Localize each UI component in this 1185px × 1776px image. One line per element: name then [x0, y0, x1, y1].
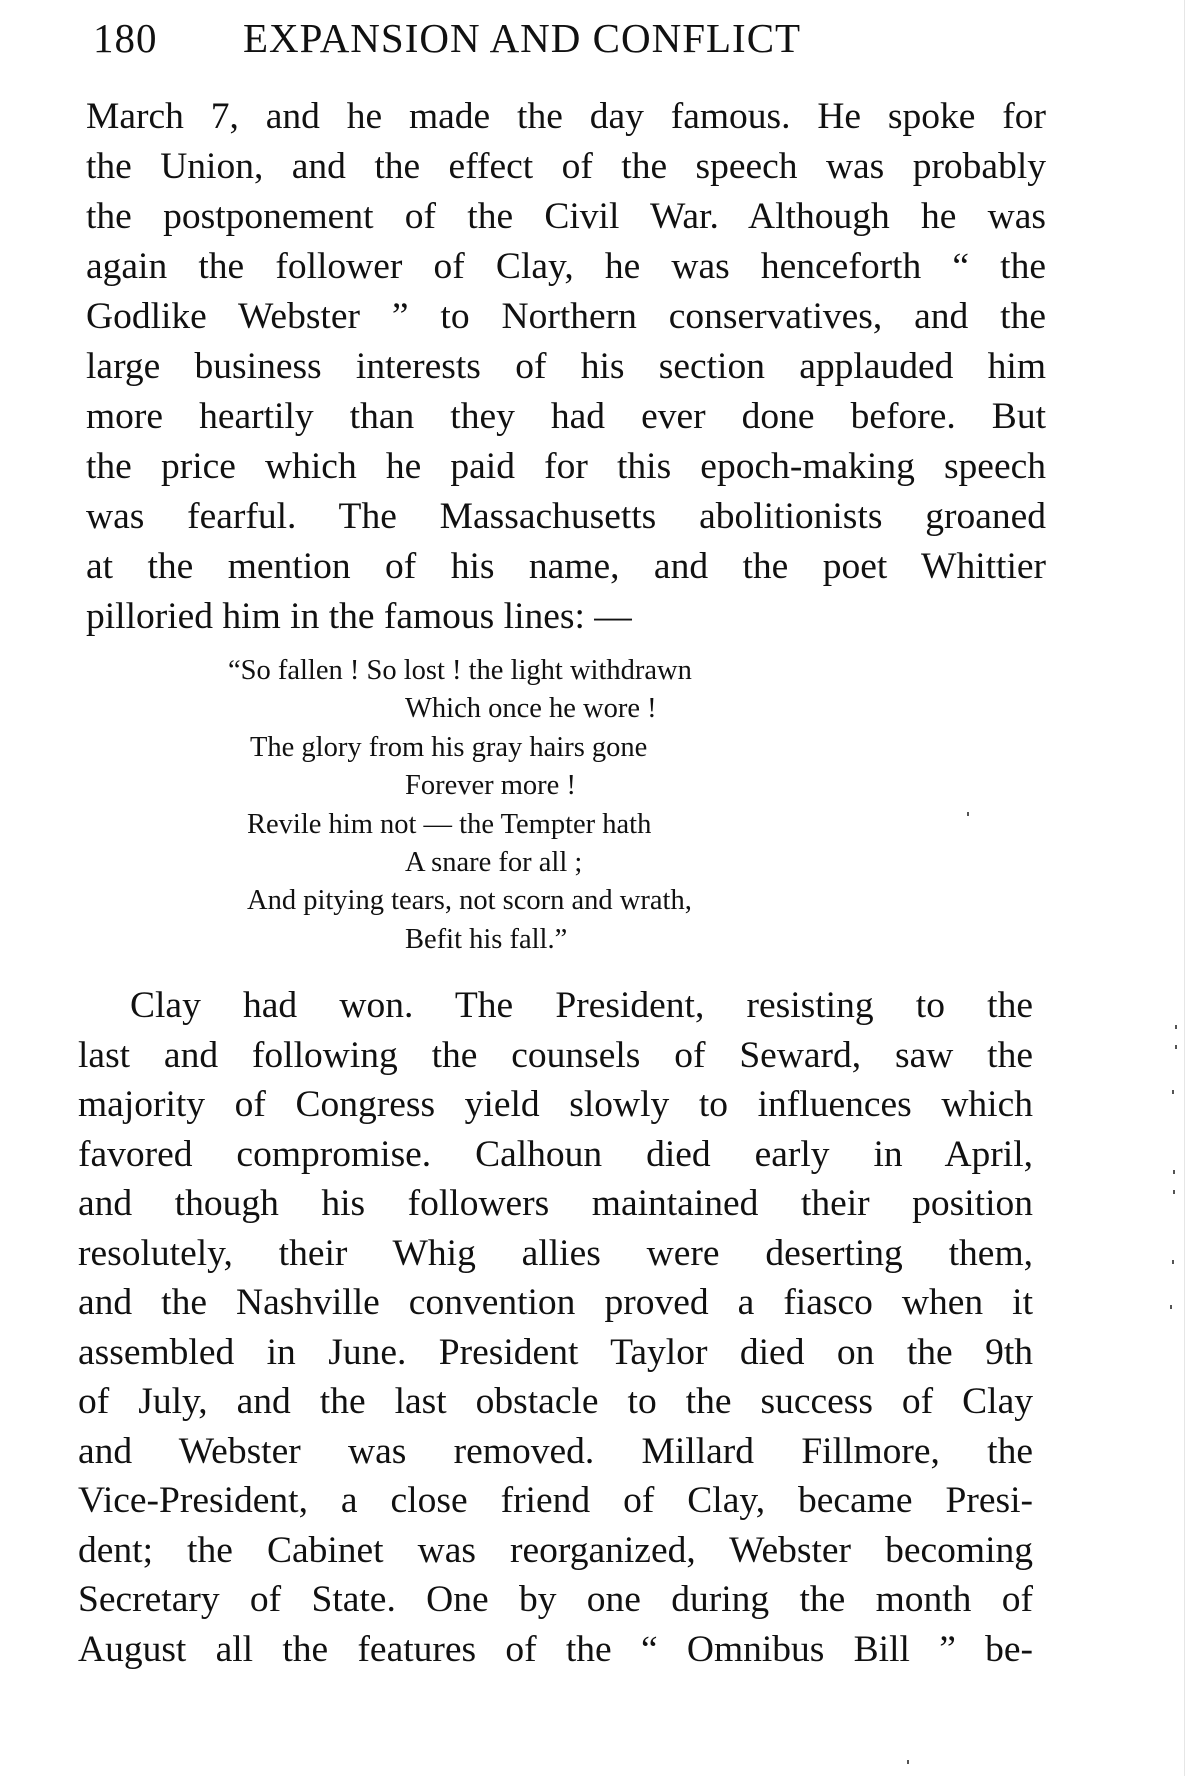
text-line: Secretary of State. One by one during the month of	[78, 1579, 1033, 1620]
poem-verse: Forever more !	[405, 770, 576, 802]
text-line: majority of Congress yield slowly to influences which	[78, 1084, 1033, 1125]
text-line: large business interests of his section applauded him	[86, 346, 1046, 387]
text-line: the Union, and the effect of the speech was probably	[86, 146, 1046, 187]
text-line: August all the features of the “ Omnibus Bill ” be-	[78, 1628, 1033, 1670]
paragraph-2	[78, 981, 1033, 1674]
text-line: more heartily than they had ever done before. But	[86, 396, 1046, 437]
text-line: again the follower of Clay, he was henceforth “ the	[86, 246, 1046, 287]
poem-verse: Which once he wore !	[405, 693, 657, 725]
text-line: dent; the Cabinet was reorganized, Webster becoming	[78, 1529, 1033, 1571]
paragraph-1	[86, 92, 1046, 642]
scan-speck	[1173, 1170, 1175, 1174]
text-line: and Webster was removed. Millard Fillmore, the	[78, 1430, 1033, 1472]
text-line: was fearful. The Massachusetts abolitionists groaned	[86, 496, 1046, 537]
scan-speck	[1172, 1260, 1174, 1264]
text-line	[78, 981, 1033, 1031]
poem-verse: The glory from his gray hairs gone	[250, 731, 648, 763]
text-line-content: Clay had won. The President, resisting to the	[130, 985, 1033, 1026]
text-line: pilloried him in the famous lines: —	[86, 596, 632, 637]
text-line: assembled in June. President Taylor died on the 9th	[78, 1331, 1033, 1373]
text-line: and though his followers maintained their position	[78, 1183, 1033, 1224]
text-line: Godlike Webster ” to Northern conservatives, and the	[86, 296, 1046, 337]
poem-verse: “So fallen ! So lost ! the light withdrawn	[228, 655, 692, 686]
poem-verse: And pitying tears, not scorn and wrath,	[247, 885, 692, 917]
poem-verse: A snare for all ;	[405, 847, 583, 879]
poem-verse: Revile him not — the Tempter hath	[247, 808, 652, 840]
running-header	[93, 14, 801, 62]
poem-quotation	[0, 652, 1185, 959]
text-line: the postponement of the Civil War. Although he was	[86, 196, 1046, 237]
text-line: March 7, and he made the day famous. He spoke for	[86, 96, 1046, 137]
scan-speck	[907, 1760, 909, 1764]
text-line: resolutely, their Whig allies were deserting them,	[78, 1232, 1033, 1274]
scan-speck	[1175, 1025, 1177, 1029]
text-line: at the mention of his name, and the poet Whittier	[86, 546, 1046, 587]
text-line: and the Nashville convention proved a fiasco when it	[78, 1282, 1033, 1323]
scan-speck	[967, 812, 969, 816]
page-number: 180	[93, 15, 158, 61]
scan-speck	[1173, 1190, 1175, 1194]
text-line: the price which he paid for this epoch-making speech	[86, 446, 1046, 487]
text-line: last and following the counsels of Seward, saw the	[78, 1034, 1033, 1076]
poem-verse: Befit his fall.”	[405, 923, 568, 955]
scan-speck	[1170, 1305, 1172, 1309]
running-title: EXPANSION AND CONFLICT	[243, 15, 802, 61]
text-line: of July, and the last obstacle to the success of Clay	[78, 1381, 1033, 1422]
text-line: favored compromise. Calhoun died early in April,	[78, 1133, 1033, 1175]
text-line: Vice-President, a close friend of Clay, became Presi-	[78, 1480, 1033, 1521]
scan-speck	[1175, 1045, 1177, 1049]
scan-speck	[1172, 1090, 1174, 1094]
